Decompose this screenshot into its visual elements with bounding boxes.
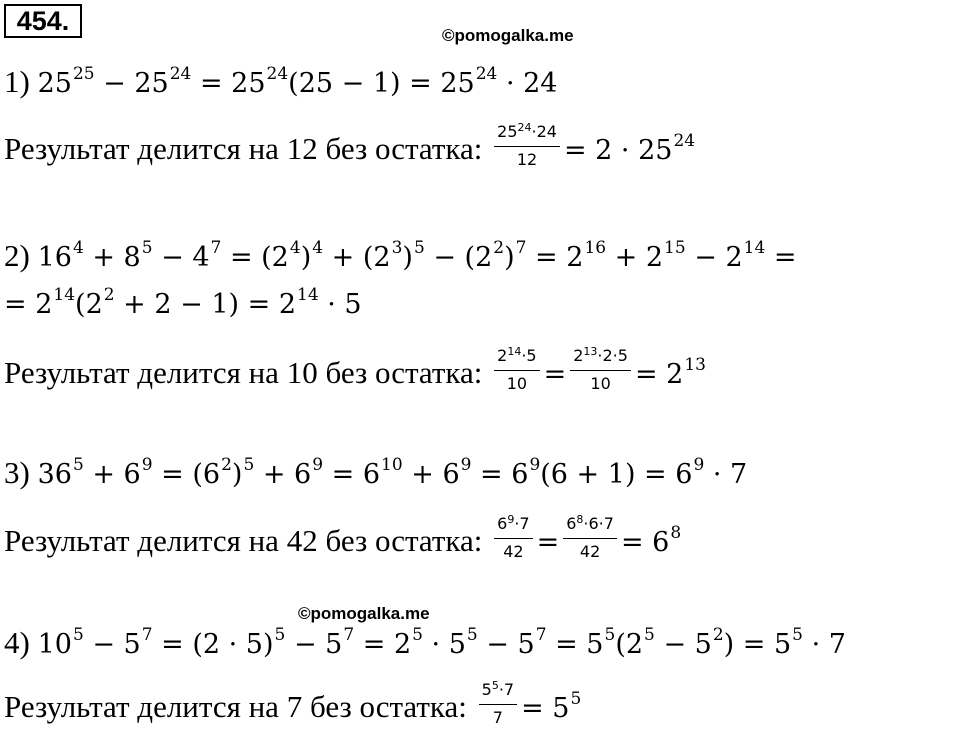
- result-prefix: Результат делится на: [4, 355, 279, 391]
- part-2-expression-line-1: 2) $16^4 + 8^5 - 4^7 = (2^4)^4 + (2^3)^5 - (2^2)^7 = 2^{16} + 2^{15} - 2^{14}$ =: [4, 238, 797, 273]
- watermark-top: ©pomogalka.me: [442, 26, 574, 45]
- part-3-expression: 3) $36^5 + 6^9 = (6^2)^5 + 6^9 = 6^{10} + 6^9 = 6^9(6 + 1) = 6^9 \cdot 7$: [4, 455, 748, 490]
- result-prefix: Результат делится на: [4, 689, 279, 725]
- part-3-divisor: 42: [286, 523, 318, 559]
- result-suffix: без остатка:: [325, 131, 483, 167]
- result-prefix: Результат делится на: [4, 523, 279, 559]
- part-3-fraction-2: $\frac{6^8\cdot 6\cdot 7}{42}$: [563, 514, 617, 562]
- part-2-result: Результат делится на 10 без остатка: $\frac{2^{14}\cdot 5}{10}$ = $\frac{2^{13}\cdot 2\cdot 5}{10}$ = $2^{13}$: [4, 345, 706, 393]
- part-1-label: 1): [4, 64, 30, 99]
- part-4-label: 4): [4, 625, 30, 660]
- result-suffix: без остатка:: [325, 355, 483, 391]
- part-1-result: Результат делится на 12 без остатка: $\frac{25^{24}\cdot 24}{12}$ = $2 \cdot 25^{24}$: [4, 121, 696, 169]
- result-suffix: без остатка:: [309, 689, 467, 725]
- part-4-fraction: $\frac{5^5\cdot 7}{7}$: [479, 680, 517, 728]
- part-4-result: Результат делится на 7 без остатка: $\frac{5^5\cdot 7}{7}$ = $5^5$: [4, 679, 582, 727]
- part-3-result: Результат делится на 42 без остатка: $\frac{6^9\cdot 7}{42}$ = $\frac{6^8\cdot 6\cdot 7}{42}$ = $6^8$: [4, 513, 682, 561]
- part-1-fraction: $\frac{25^{24}\cdot 24}{12}$: [494, 122, 560, 170]
- part-2-divisor: 10: [286, 355, 318, 391]
- watermark-middle: ©pomogalka.me: [298, 604, 430, 623]
- part-2-fraction-2: $\frac{2^{13}\cdot 2\cdot 5}{10}$: [570, 346, 631, 394]
- part-1-divisor: 12: [286, 131, 318, 167]
- part-3-label: 3): [4, 455, 30, 490]
- result-suffix: без остатка:: [325, 523, 483, 559]
- part-3-fraction-1: $\frac{6^9\cdot 7}{42}$: [494, 514, 532, 562]
- part-2-fraction-1: $\frac{2^{14}\cdot 5}{10}$: [494, 346, 539, 394]
- part-1-expression: 1) $25^{25} - 25^{24} = 25^{24}(25 - 1) = 25^{24} \cdot 24$: [4, 64, 558, 99]
- part-2-label: 2): [4, 238, 30, 273]
- problem-number: 454.: [4, 4, 82, 38]
- part-2-expression-line-2: = $2^{14}(2^2 + 2 - 1) = 2^{14} \cdot 5$: [4, 285, 362, 320]
- result-prefix: Результат делится на: [4, 131, 279, 167]
- part-4-divisor: 7: [286, 689, 303, 725]
- part-4-expression: 4) $10^5 - 5^7 = (2 \cdot 5)^5 - 5^7 = 2^5 \cdot 5^5 - 5^7 = 5^5(2^5 - 5^2) = 5^5 \cdot 7$: [4, 625, 846, 660]
